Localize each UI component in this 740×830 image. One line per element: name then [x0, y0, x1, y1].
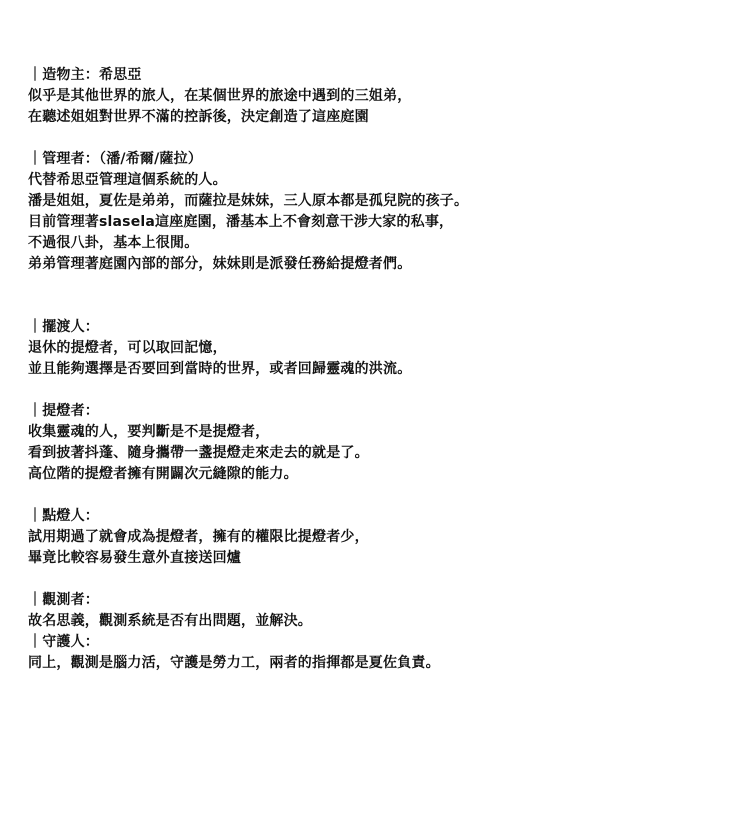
section-heading: ｜管理者：（潘/希爾/薩拉）	[28, 151, 203, 167]
paragraph-line: 高位階的提燈者擁有開闢次元縫隙的能力。	[28, 466, 298, 482]
section-heading: ｜守護人：	[28, 634, 99, 650]
paragraph-line: 同上，觀測是腦力活，守護是勞力工，兩者的指揮都是夏佐負責。	[28, 655, 440, 671]
blank-line	[28, 275, 728, 317]
paragraph-line: 畢竟比較容易發生意外直接送回爐	[28, 550, 241, 566]
section-guardian	[28, 632, 728, 674]
section-heading: ｜擺渡人：	[28, 319, 99, 335]
paragraph-line: 不過很八卦，基本上很閒。	[28, 235, 199, 251]
section-managers	[28, 149, 728, 275]
paragraph-line: 目前管理著slasela這座庭園，潘基本上不會刻意干涉大家的私事，	[28, 214, 454, 230]
paragraph-line: 試用期過了就會成為提燈者，擁有的權限比提燈者少，	[28, 529, 369, 545]
paragraph-line: 看到披著抖蓬、隨身攜帶一盞提燈走來走去的就是了。	[28, 445, 369, 461]
section-lantern-bearer	[28, 401, 728, 485]
section-heading: ｜觀測者：	[28, 592, 99, 608]
document-body	[28, 65, 728, 674]
section-heading: ｜提燈者：	[28, 403, 99, 419]
paragraph-line: 故名思義，觀測系統是否有出問題，並解決。	[28, 613, 312, 629]
section-lamplighter	[28, 506, 728, 569]
paragraph-line: 在聽述姐姐對世界不滿的控訴後，決定創造了這座庭園	[28, 109, 369, 125]
paragraph-line: 退休的提燈者，可以取回記憶，	[28, 340, 227, 356]
section-observer	[28, 590, 728, 632]
blank-line	[28, 485, 728, 506]
paragraph-line: 代替希思亞管理這個系統的人。	[28, 172, 227, 188]
section-heading: ｜造物主：希思亞	[28, 67, 142, 83]
paragraph-line: 並且能夠選擇是否要回到當時的世界，或者回歸靈魂的洪流。	[28, 361, 412, 377]
paragraph-line: 似乎是其他世界的旅人，在某個世界的旅途中遇到的三姐弟，	[28, 88, 412, 104]
section-ferryman	[28, 317, 728, 380]
section-creator	[28, 65, 728, 128]
paragraph-line: 收集靈魂的人，要判斷是不是提燈者，	[28, 424, 270, 440]
blank-line	[28, 128, 728, 149]
paragraph-line: 潘是姐姐，夏佐是弟弟，而薩拉是妹妹，三人原本都是孤兒院的孩子。	[28, 193, 469, 209]
paragraph-line: 弟弟管理著庭園內部的部分，妹妹則是派發任務給提燈者們。	[28, 256, 412, 272]
blank-line	[28, 569, 728, 590]
blank-line	[28, 380, 728, 401]
section-heading: ｜點燈人：	[28, 508, 99, 524]
